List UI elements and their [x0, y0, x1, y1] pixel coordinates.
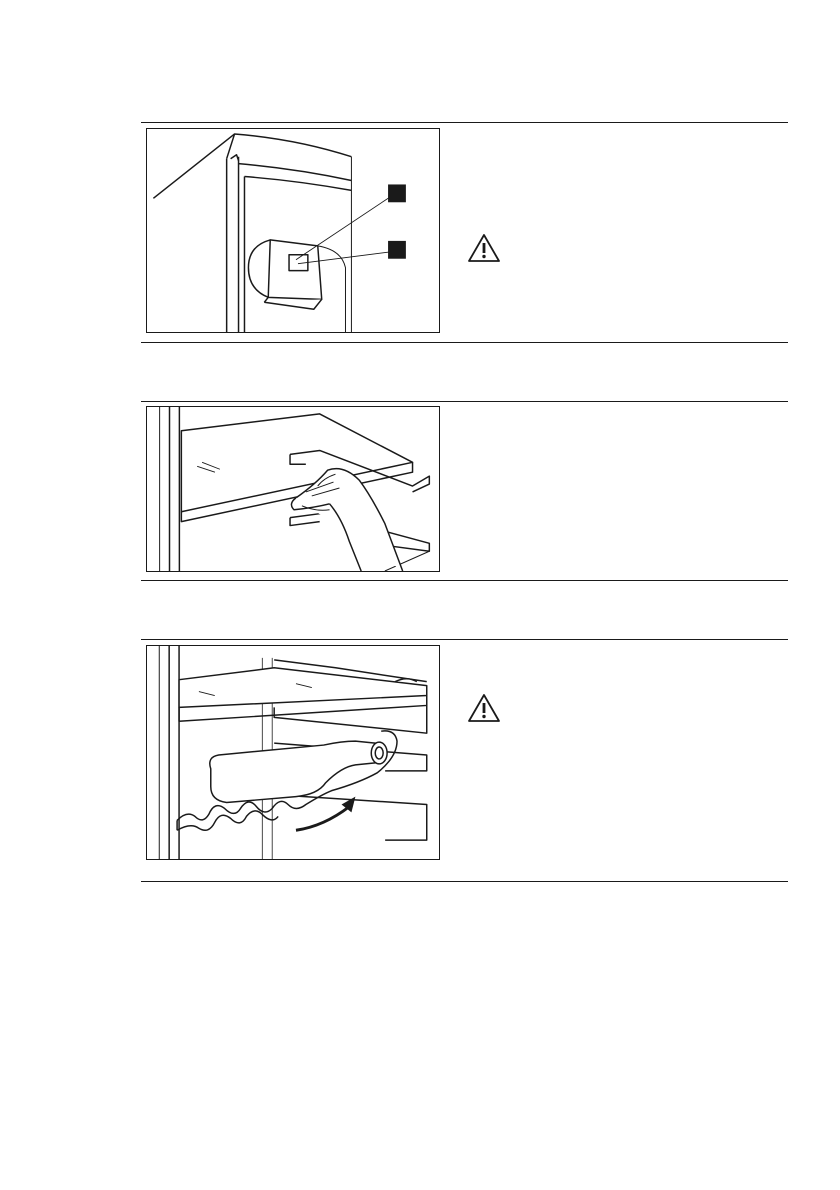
- section-divider-3: [141, 401, 788, 402]
- section-divider-5: [141, 639, 788, 640]
- door-illustration: [147, 129, 439, 332]
- figure-bottle-rack-illustration: [146, 645, 440, 860]
- figure-shelf-removal-illustration: [146, 406, 440, 572]
- warning-icon: [467, 233, 501, 263]
- callout-box-2: [388, 241, 406, 259]
- section-divider-6: [141, 881, 788, 882]
- figure-door-label-illustration: [146, 128, 440, 333]
- shelf-illustration: [147, 407, 439, 571]
- warning-icon: [467, 693, 501, 723]
- section-divider-4: [141, 580, 788, 581]
- section-divider-1: [141, 122, 788, 123]
- section-divider-2: [141, 342, 788, 343]
- bottle-rack-illustration: [147, 646, 439, 859]
- callout-box-1: [388, 184, 406, 202]
